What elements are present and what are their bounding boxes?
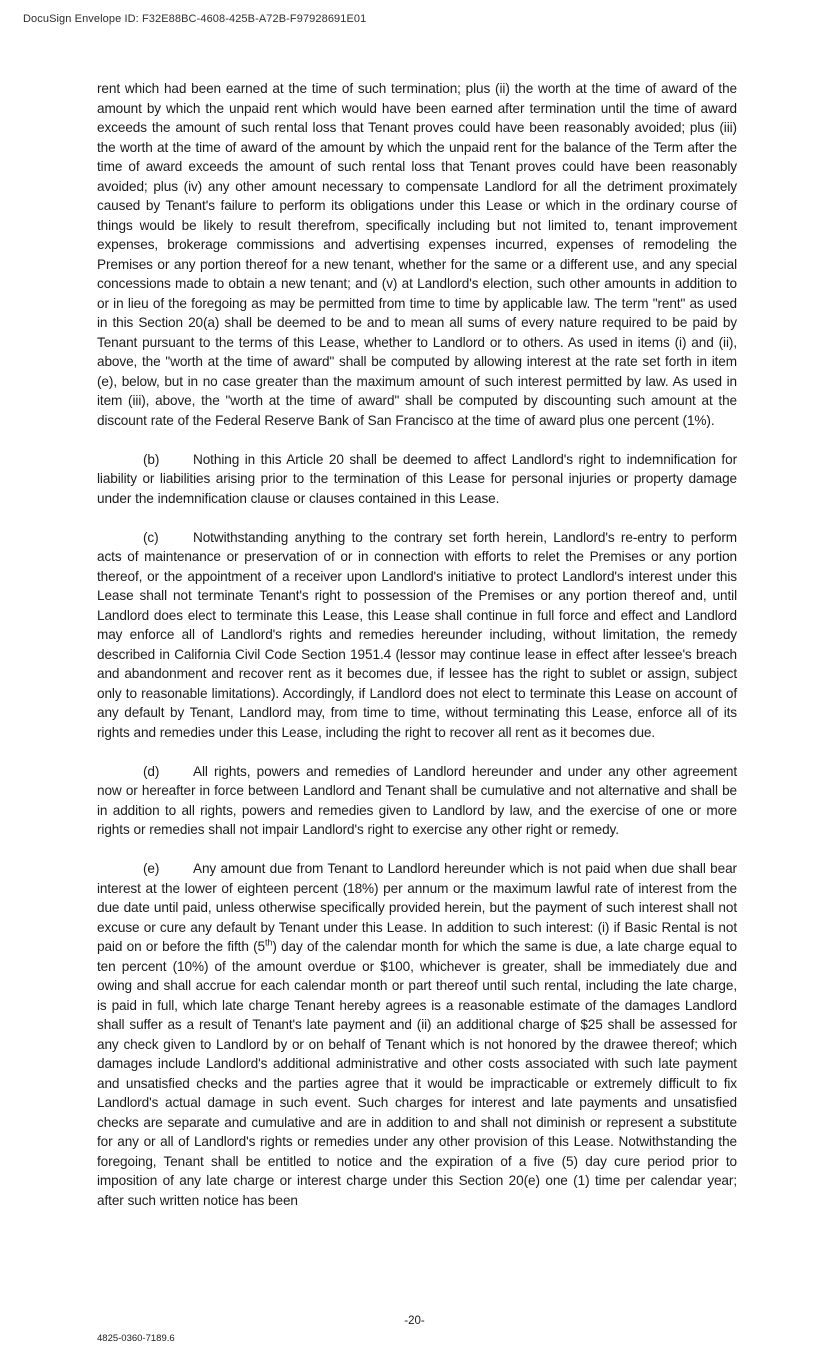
paragraph-20d [97,762,737,840]
document-body [97,79,737,1210]
paragraph-20e [97,859,737,1210]
paragraph-20a-continuation [97,79,737,430]
paragraph-text: ) day of the calendar month for which the same is due, a late charge equal to ten percent (10%) of the amount overdue or $100, whichever is greater, shall be immediately due and owing and shall accrue for each calendar month or part thereof until such rental, including the late charge, is paid in full, which late charge Tenant hereby agrees is a reasonable estimate of the damages Landlord shall suffer as a result of Tenant's late payment and (ii) an additional charge of $25 shall be assessed for any check given to Landlord by or on behalf of Tenant which is not honored by the drawee thereof; which damages include Landlord's additional administrative and other costs associated with such late payment and unsatisfied checks and the parties agree that it would be impracticable or extremely difficult to fix Landlord's actual damage in such event. Such charges for interest and late payments and unsatisfied checks are separate and cumulative and are in addition to and shall not diminish or represent a substitute for any or all of Landlord's rights or remedies under any other provision of this Lease. Notwithstanding the foregoing, Tenant shall be entitled to notice and the expiration of a five (5) day cure period prior to imposition of any late charge or interest charge under this Section 20(e) one (1) time per calendar year; after such written notice has been [97,939,737,1208]
paragraph-text: Any amount due from Tenant to Landlord hereunder which is not paid when due shall bear interest at the lower of eighteen percent (18%) per annum or the maximum lawful rate of interest from the due date until paid, unless otherwise specifically provided herein, but the payment of such interest shall not excuse or cure any default by Tenant under this Lease. In addition to such interest: (i) if Basic Rental is not paid on or before the fifth (5 [97,861,737,954]
paragraph-20c [97,528,737,743]
page-number: -20- [404,1315,425,1327]
docusign-envelope-id: DocuSign Envelope ID: F32E88BC-4608-425B-A72B-F97928691E01 [23,13,367,25]
paragraph-label: (b) [143,451,160,467]
paragraph-label: (e) [143,861,160,876]
ordinal-superscript: th [265,937,273,948]
paragraph-label: (c) [143,529,159,545]
document-control-number: 4825-0360-7189.6 [97,1333,175,1344]
paragraph-text: rent which had been earned at the time of such termination; plus (ii) the worth at the time of award of the amount by which the unpaid rent which would have been earned after termination until the time of award exceeds the amount of such rental loss that Tenant proves could have been reasonably avoided; plus (iii) the worth at the time of award of the amount by which the unpaid rent for the balance of the Term after the time of award exceeds the amount of such rental loss that Tenant proves could have been reasonably avoided; plus (iv) any other amount necessary to compensate Landlord for all the detriment proximately caused by Tenant's failure to perform its obligations under this Lease or which in the ordinary course of things would be likely to result therefrom, specifically including but not limited to, tenant improvement expenses, brokerage commissions and advertising expenses incurred, expenses of remodeling the Premises or any portion thereof for a new tenant, whether for the same or a different use, and any special concessions made to obtain a new tenant; and (v) at Landlord's election, such other amounts in addition to or in lieu of the foregoing as may be permitted from time to time by applicable law. The term "rent" as used in this Section 20(a) shall be deemed to be and to mean all sums of every nature required to be paid by Tenant pursuant to the terms of this Lease, whether to Landlord or to others. As used in items (i) and (ii), above, the "worth at the time of award" shall be computed by allowing interest at the rate set forth in item (e), below, but in no case greater than the maximum amount of such interest permitted by law. As used in item (iii), above, the "worth at the time of award" shall be computed by discounting such amount at the discount rate of the Federal Reserve Bank of San Francisco at the time of award plus one percent (1%). [97,81,737,428]
paragraph-text: Notwithstanding anything to the contrary set forth herein, Landlord's re-entry to perform acts of maintenance or preservation of or in connection with efforts to relet the Premises or any portion thereof, or the appointment of a receiver upon Landlord's initiative to protect Landlord's interest under this Lease shall not terminate Tenant's right to possession of the Premises or any portion thereof and, until Landlord does elect to terminate this Lease, this Lease shall continue in full force and effect and Landlord may enforce all of Landlord's rights and remedies hereunder including, without limitation, the remedy described in California Civil Code Section 1951.4 (lessor may continue lease in effect after lessee's breach and abandonment and recover rent as it becomes due, if lessee has the right to sublet or assign, subject only to reasonable limitations). Accordingly, if Landlord does not elect to terminate this Lease on account of any default by Tenant, Landlord may, from time to time, without terminating this Lease, enforce all of its rights and remedies under this Lease, including the right to recover all rent as it becomes due. [97,529,737,740]
paragraph-label: (d) [143,763,160,779]
paragraph-text: Nothing in this Article 20 shall be deemed to affect Landlord's right to indemnification for liability or liabilities arising prior to the termination of this Lease for personal injuries or property damage under the indemnification clause or clauses contained in this Lease. [97,451,737,506]
paragraph-20b [97,450,737,509]
paragraph-text: All rights, powers and remedies of Landlord hereunder and under any other agreement now or hereafter in force between Landlord and Tenant shall be cumulative and not alternative and shall be in addition to all rights, powers and remedies given to Landlord by law, and the exercise of one or more rights or remedies shall not impair Landlord's right to exercise any other right or remedy. [97,763,737,837]
